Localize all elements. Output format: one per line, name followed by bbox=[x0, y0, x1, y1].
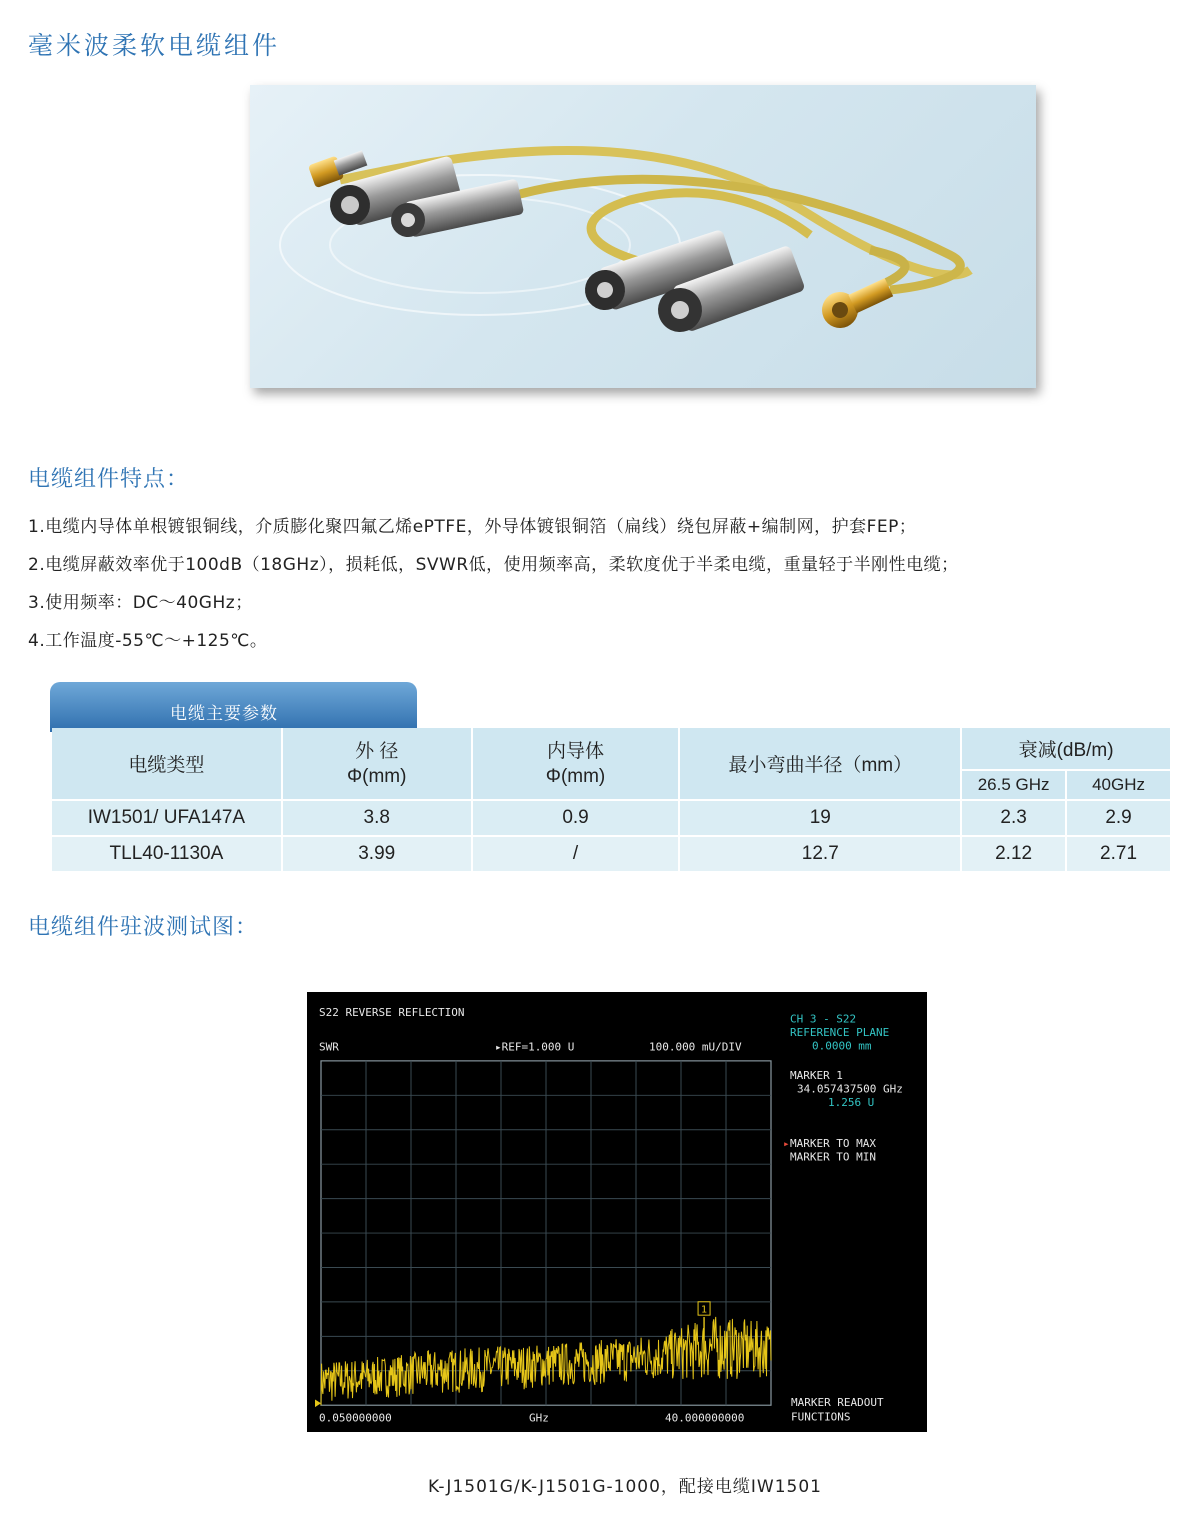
format-label: SWR bbox=[319, 1040, 339, 1054]
ref-label: ▸REF=1.000 U bbox=[495, 1040, 575, 1054]
feature-item: 4.工作温度-55℃～+125℃。 bbox=[28, 631, 268, 651]
chart-caption: K-J1501G/K-J1501G-1000，配接电缆IW1501 bbox=[427, 1477, 822, 1497]
header-inner-conductor bbox=[472, 728, 680, 800]
x-stop-label: 40.000000000 bbox=[665, 1411, 745, 1425]
cell-att-40: 2.71 bbox=[1066, 836, 1171, 872]
panel-marker-value: 1.256 U bbox=[828, 1096, 875, 1109]
table-row bbox=[52, 800, 1171, 836]
cell-bend: 12.7 bbox=[679, 836, 961, 872]
swr-chart-screen bbox=[307, 992, 927, 1432]
cell-inner: 0.9 bbox=[472, 800, 680, 836]
page-title: 毫米波柔软电缆组件 bbox=[28, 31, 281, 60]
product-photo bbox=[250, 85, 1036, 388]
header-attenuation: 衰减(dB/m) bbox=[961, 728, 1171, 770]
cell-type: TLL40-1130A bbox=[52, 836, 282, 872]
swr-chart bbox=[307, 992, 927, 1432]
header-freq-40: 40GHz bbox=[1066, 770, 1171, 800]
panel-footer-1: MARKER READOUT bbox=[791, 1396, 884, 1410]
feature-item: 3.使用频率：DC～40GHz； bbox=[28, 593, 253, 613]
panel-ref-plane-value: 0.0000 mm bbox=[812, 1039, 872, 1053]
features-list bbox=[28, 508, 959, 660]
header-inner-unit: Φ(mm) bbox=[545, 765, 606, 787]
cell-type: IW1501/ UFA147A bbox=[52, 800, 282, 836]
header-outer-diameter bbox=[282, 728, 472, 800]
panel-marker-freq: 34.057437500 GHz bbox=[797, 1082, 903, 1096]
reference-arrow-icon bbox=[315, 1399, 321, 1407]
table-tab: 电缆主要参数 bbox=[50, 682, 417, 732]
header-type: 电缆类型 bbox=[52, 728, 282, 800]
header-freq-26: 26.5 GHz bbox=[961, 770, 1066, 800]
panel-footer-2: FUNCTIONS bbox=[791, 1410, 851, 1424]
params-table bbox=[52, 728, 1172, 873]
panel-marker-label: MARKER 1 bbox=[790, 1069, 843, 1082]
table-row bbox=[52, 836, 1171, 872]
x-start-label: 0.050000000 bbox=[319, 1411, 392, 1425]
cell-att-26: 2.3 bbox=[961, 800, 1066, 836]
panel-ref-plane: REFERENCE PLANE bbox=[790, 1026, 890, 1039]
feature-item: 1.电缆内导体单根镀银铜线，介质膨化聚四氟乙烯ePTFE，外导体镀银铜箔（扁线）绕包屏蔽+编制网，护套FEP； bbox=[28, 517, 917, 537]
scale-label: 100.000 mU/DIV bbox=[649, 1040, 742, 1054]
cell-inner: / bbox=[472, 836, 680, 872]
cell-att-40: 2.9 bbox=[1066, 800, 1171, 836]
cell-bend: 19 bbox=[679, 800, 961, 836]
header-inner-label: 内导体 bbox=[547, 740, 605, 762]
header-outer-label: 外 径 bbox=[355, 740, 399, 762]
menu-cursor-icon: ▸ bbox=[783, 1137, 790, 1150]
x-unit-label: GHz bbox=[529, 1411, 549, 1425]
header-outer-unit: Φ(mm) bbox=[346, 765, 407, 787]
menu-marker-to-min[interactable]: MARKER TO MIN bbox=[790, 1150, 876, 1164]
feature-item: 2.电缆屏蔽效率优于100dB（18GHz），损耗低，SVWR低，使用频率高，柔软度优于半柔电缆，重量轻于半刚性电缆； bbox=[28, 555, 959, 575]
marker-label: 1 bbox=[701, 1304, 708, 1316]
cell-outer: 3.99 bbox=[282, 836, 472, 872]
features-heading: 电缆组件特点： bbox=[28, 467, 190, 492]
chart-heading: 电缆组件驻波测试图： bbox=[28, 915, 259, 940]
menu-marker-to-max[interactable]: MARKER TO MAX bbox=[790, 1137, 876, 1150]
cell-att-26: 2.12 bbox=[961, 836, 1066, 872]
header-bend-radius: 最小弯曲半径（mm） bbox=[679, 728, 961, 800]
ref-label-text: REF=1.000 U bbox=[501, 1040, 575, 1054]
panel-channel: CH 3 - S22 bbox=[790, 1012, 857, 1026]
chart-title: S22 REVERSE REFLECTION bbox=[319, 1006, 465, 1019]
cell-outer: 3.8 bbox=[282, 800, 472, 836]
